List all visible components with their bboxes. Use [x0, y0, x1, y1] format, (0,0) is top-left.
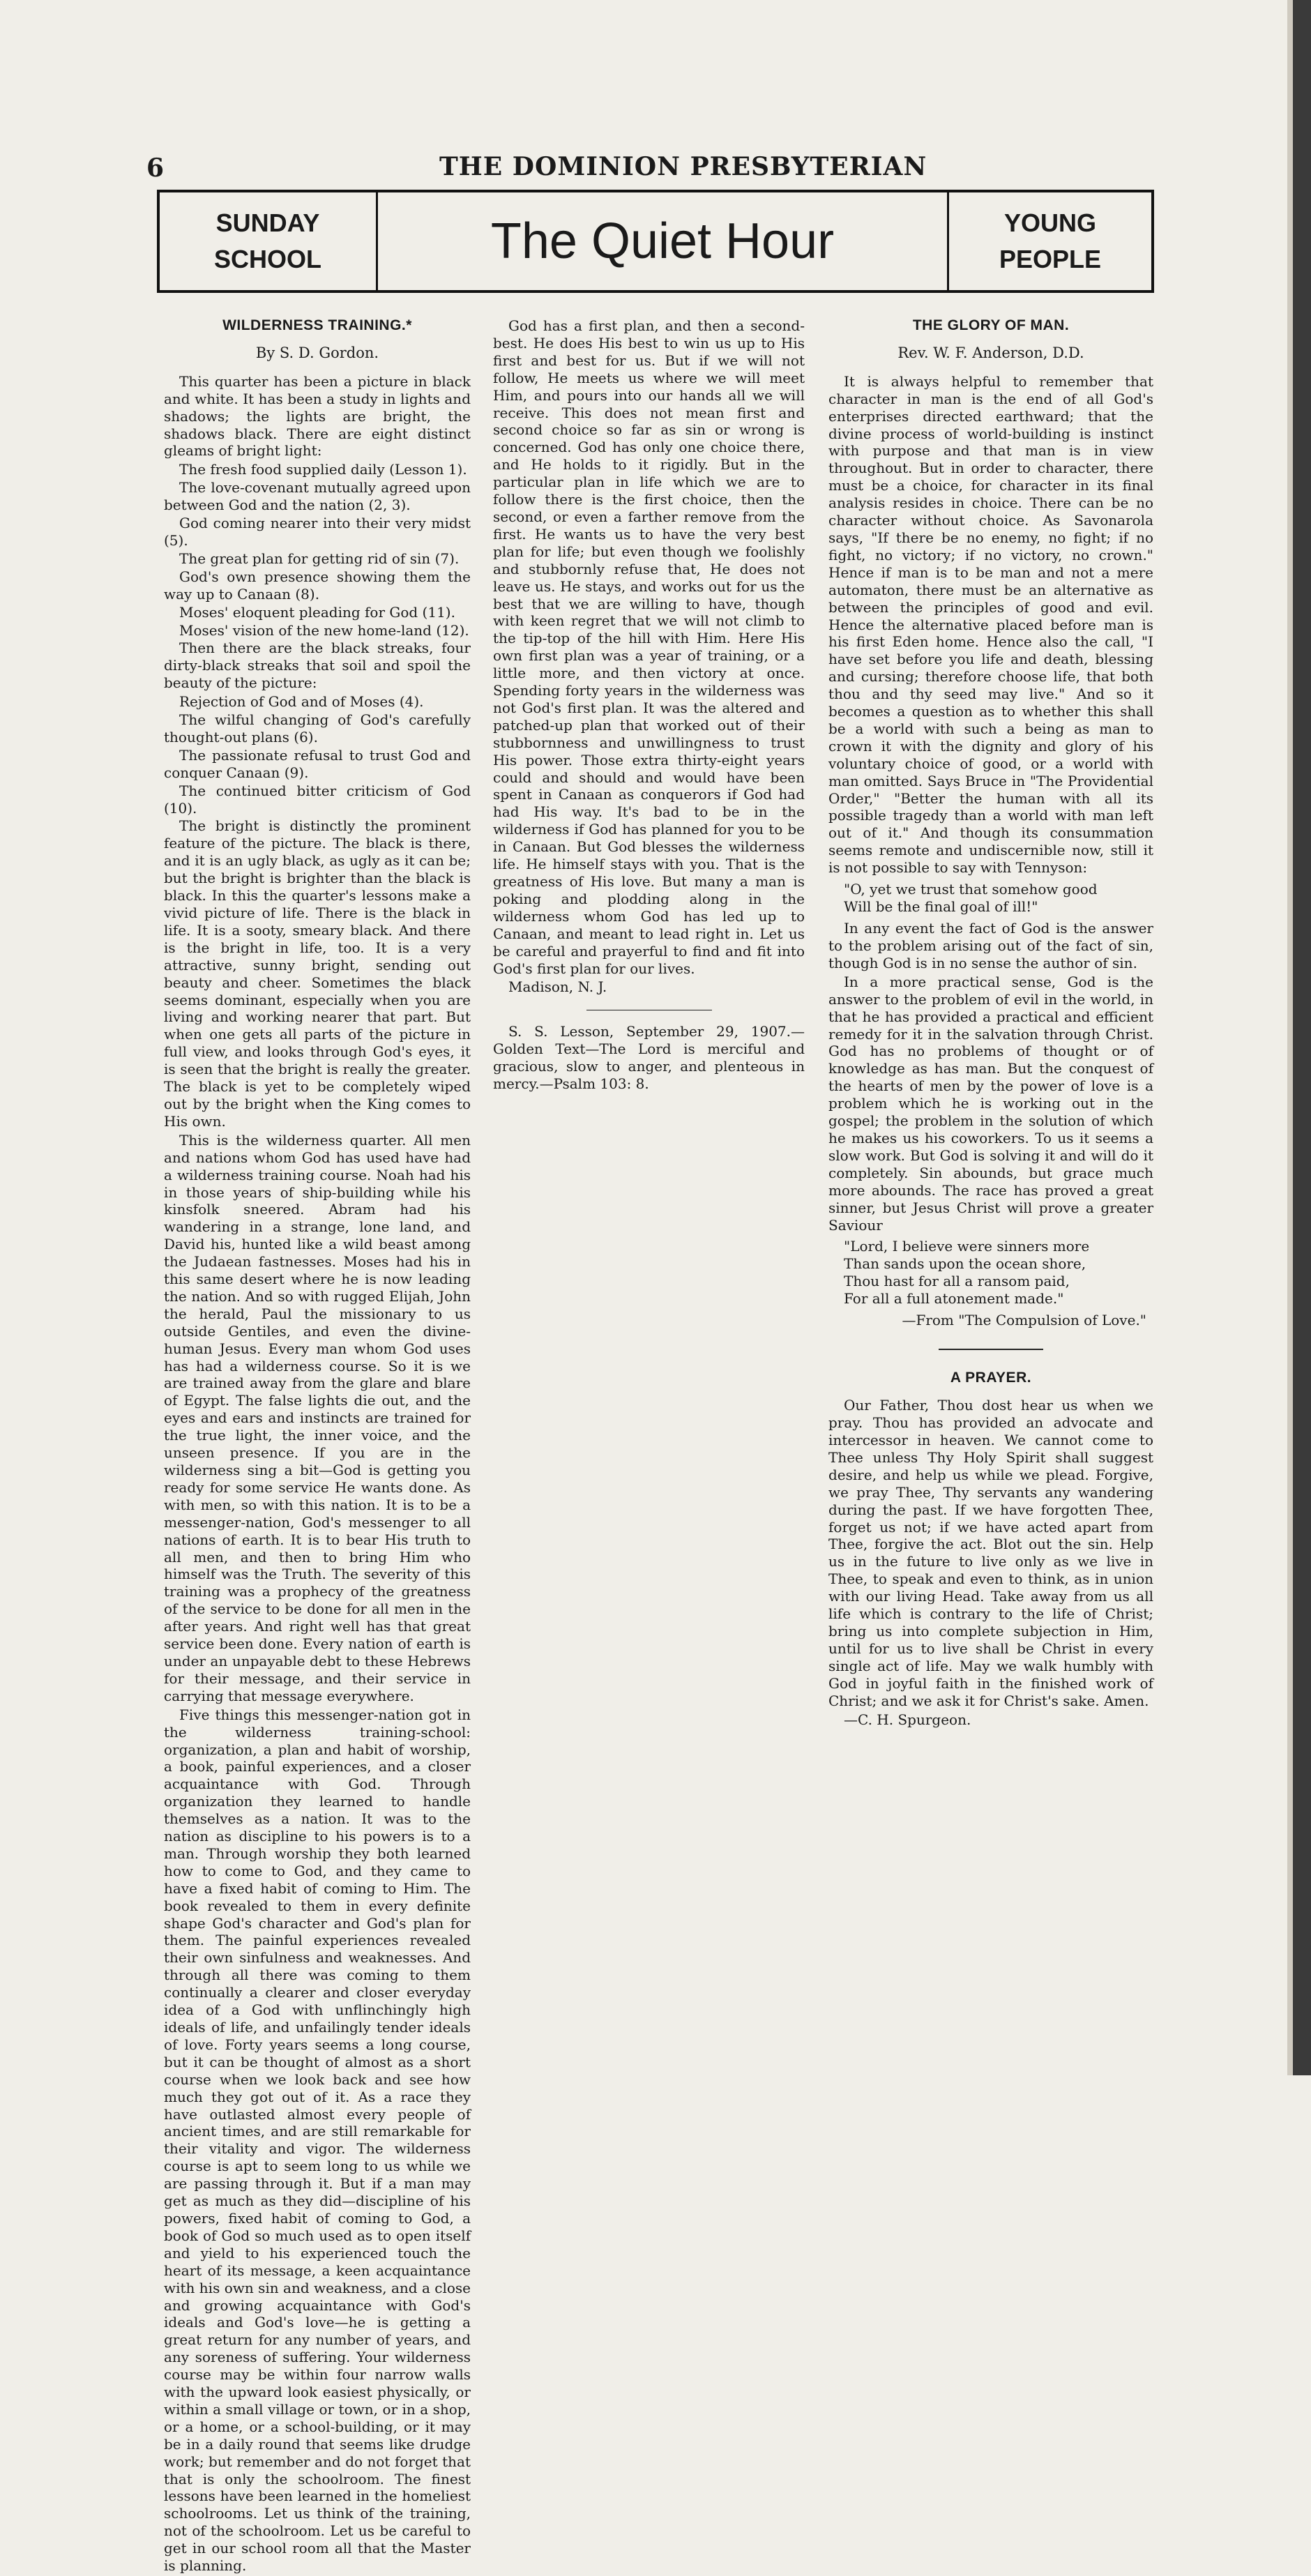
list-item-text: The continued bitter criticism of God (10). [164, 782, 471, 817]
divider [939, 1349, 1043, 1350]
paragraph-five-things: Five things this messenger-nation got in the wilderness training-school: organization, a plan and habit of worship, a book, painful experiences, and a closer acquaintance with God. Through organization they learned to handle themselves as a nation. It was to the nation as discipline to his powers is to a man. Through worship they both learned how to come to God, and they came to have a fixed habit of coming to Him. The book revealed to them in every definite shape God's character and God's plan for them. The painful experiences revealed their own sinfulness and weaknesses. And through all there was coming to them continually a clearer and closer everyday idea of a God with unflinchingly high ideals of life, and unfailingly tender ideals of love. Forty years seems a long course, but it can be thought of almost as a short course when we look back and see how much they got out of it. As a race they have outlasted almost every people of ancient times, and are still remarkable for their vitality and vigor. The wilderness course is apt to seem long to us while we are passing through it. But if a man may get as much as they did—discipline of his powers, fixed habit of coming to God, a book of God so much used as to open itself and yield to his experienced touch the heart of its message, a keen acquaintance with his own sin and weakness, and a close and growing acquaintance with God's ideals and God's love—he is getting a great return for any number of years, and any soreness of suffering. Your wilderness course may be within four narrow walls with the upward look easiest physically, or within a small village or town, or in a shop, or a home, or a school-building, or it may be in a daily round that seems like drudge work; but remember and do not forget that that is only the schoolroom. The finest lessons have been learned in the homeliest schoolrooms. Let us think of the training, not of the schoolroom. Let us be careful to get in our school room all that the Master is planning. [164, 1706, 471, 2575]
list-item-text: Rejection of God and of Moses (4). [179, 693, 424, 711]
list-item [164, 479, 471, 514]
lesson-footnote: S. S. Lesson, September 29, 1907.—Golden Text—The Lord is merciful and gracious, slow to anger, and plenteous in mercy.—Psalm 103: 8. [493, 1023, 805, 1093]
list-item-text: The wilful changing of God's carefully thought-out plans (6). [164, 711, 471, 745]
list-item [164, 622, 471, 639]
quote-line: Will be the final goal of ill!" [844, 898, 1038, 916]
banner-left-line2: SCHOOL [213, 245, 321, 273]
article-title-wilderness: WILDERNESS TRAINING.* [222, 317, 412, 333]
publication-title: THE DOMINION PRESBYTERIAN [439, 152, 927, 181]
list-item-text: God's own presence showing them the way up to Canaan (8). [164, 568, 471, 603]
banner-right [947, 192, 1151, 290]
hymn-quote [828, 1238, 1153, 1308]
page-edge-shadow [1287, 0, 1293, 2075]
list-item [164, 782, 471, 817]
list-item-text: The passionate refusal to trust God and conquer Canaan (9). [164, 746, 471, 781]
list-item [164, 568, 471, 603]
paragraph-glory-3: In a more practical sense, God is the answer to the problem of evil in the world, in that he has provided a practical and efficient remedy for it in the salvation through Christ. God has no problems of thought or of knowledge as has man. But the conquest of the hearts of men by the power of love is a problem which he is working out in the gospel; the problem in the solution of which he makes us his coworkers. To us it seems a slow work. But God is solving it and will do it completely. Sin abounds, but grace much more abounds. The race has proved a great sinner, but Jesus Christ will prove a greater Saviour [828, 973, 1153, 1234]
tennyson-quote [828, 881, 1153, 916]
glory-attribution: —From "The Compulsion of Love." [902, 1312, 1146, 1329]
paragraph-glory-2: In any event the fact of God is the answer to the problem arising out of the fact of sin, though God is in no sense the author of sin. [828, 920, 1153, 971]
list-item [164, 693, 471, 711]
list-item-text: Moses' vision of the new home-land (12). [179, 621, 469, 639]
banner-left [160, 192, 378, 290]
section-banner [157, 190, 1154, 293]
poem-line: "Lord, I believe were sinners more [844, 1238, 1090, 1255]
poem-line: Than sands upon the ocean shore, [844, 1255, 1086, 1273]
article-place: Madison, N. J. [508, 978, 607, 996]
column-3 [828, 317, 1153, 1729]
dark-intro-paragraph: Then there are the black streaks, four dirty-black streaks that soil and spoil the beauty of the picture: [164, 639, 471, 692]
column-2 [493, 317, 805, 1094]
banner-right-line1: YOUNG [1003, 208, 1096, 237]
article-title-prayer: A PRAYER. [950, 1370, 1032, 1386]
paragraph-second-best: God has a first plan, and then a second-best. He does His best to win us up to His first and best for us. But if we will not follow, He meets us where we will meet Him, and pours into our hands all we will receive. This does not mean first and second choice so far as sin or wrong is concerned. God has only one choice there, and He holds to it rigidly. But in the particular plan in life which we are to follow there is the first choice, then the second, or even a farther remove from the first. He wants us to have the very best plan for life; but even though we foolishly and stubbornly refuse that, He does not leave us. He stays, and works out for us the best that we are willing to have, though with keen regret that we will not climb to the tip-top of the hill with Him. Here His own first plan was a year of training, or a little more, and then victory at once. Spending forty years in the wilderness was not God's first plan. It was the altered and patched-up plan that worked out of their stubbornness and unwillingness to trust His power. Those extra thirty-eight years could and should and would have been spent in Canaan as conquerors if God had had His way. It's bad to be in the wilderness if God has planned for you to be in Canaan. But God blesses the wilderness life. He himself stays with you. That is the greatness of His love. But many a man is poking and plodding along in the wilderness whom God has led up to Canaan, and meant to lead right in. Let us be careful and prayerful to find and fit into God's first plan for our lives. [493, 317, 805, 977]
list-item-text: The great plan for getting rid of sin (7). [179, 550, 460, 567]
prayer-attribution: —C. H. Spurgeon. [844, 1711, 971, 1728]
list-item [164, 550, 471, 568]
banner-right-line2: PEOPLE [999, 245, 1102, 273]
list-item [164, 515, 471, 550]
list-item [164, 604, 471, 621]
banner-title: The Quiet Hour [490, 213, 835, 269]
page-number: 6 [146, 153, 165, 183]
paragraph-wilderness: This is the wilderness quarter. All men and nations whom God has used have had a wilderness training course. Noah had his in those years of ship-building while his kinsfolk sneered. Abram had his wandering in a strange, lone land, and David his, hunted like a wild beast among the Judaean fastnesses. Moses had his in this same desert where he is now leading the nation. And so with rugged Elijah, John the herald, Paul the missionary to us outside Gentiles, and even the divine-human Jesus. Every man whom God uses has had a wilderness course. So it is we are trained away from the glare and blare of Egypt. The false lights die out, and the eyes and ears and instincts are trained for the true light, the inner voice, and the unseen presence. If you are in the wilderness sing a bit—God is getting you ready for some service He wants done. As with men, so with this nation. It is to be a messenger-nation, God's messenger to all nations of earth. It is to bear His truth to all men, and then to bring Him who himself was the Truth. The severity of this training was a prophecy of the greatness of the service to be done for all men in the after years. And right well has that great service been done. Every nation of earth is under an unpayable debt to these Hebrews for their message, and their service in carrying that message everywhere. [164, 1131, 471, 1704]
newspaper-page [146, 139, 1161, 2575]
list-item [164, 747, 471, 782]
list-item-text: The fresh food supplied daily (Lesson 1). [179, 461, 467, 478]
poem-line: For all a full atonement made." [844, 1290, 1064, 1308]
quote-line: "O, yet we trust that somehow good [844, 881, 1098, 898]
scan-border [1293, 0, 1311, 2075]
paragraph-bright: The bright is distinctly the prominent feature of the picture. The black is there, and it is an ugly black, as ugly as it can be; but the bright is brighter than the black is black. In this the quarter's lessons make a vivid picture of life. There is the black in life. It is a sooty, smeary black. And there is the bright in life, too. It is a very attractive, sunny bright, sending out beauty and cheer. Sometimes the black seems dominant, especially when you are living and working nearer that part. But when one gets all parts of the picture in full view, and looks through God's eyes, it is seen that the bright is really the greater. The black is yet to be completely wiped out by the bright when the King comes to His own. [164, 817, 471, 1130]
column-1 [164, 317, 471, 2576]
paragraph-glory-1: It is always helpful to remember that character in man is the end of all God's enterprises directed earthward; that the divine process of world-building is instinct with purpose and that man is in view throughout. But in order to character, there must be a choice, for character in its final analysis resides in choice. There can be no character without choice. As Savonarola says, "If there be no enemy, no fight; if no fight, no victory; if no victory, no crown." Hence if man is to be man and not a mere automaton, there must be an alternative as between the principles of good and evil. Hence the alternative placed before man is his first Eden home. Hence also the call, "I have set before you life and death, blessing and cursing; therefore choose life, that both thou and thy seed may live." And so it becomes a question as to whether this shall be a world with such a being as man to crown it with the dignity and glory of his voluntary choice of good, or a world with man omitted. Says Bruce in "The Providential Order," "Better the human with all its possible tragedy than a world with man left out of it." And though its consummation seems remote and undiscernible now, still it is not possible to say with Tennyson: [828, 372, 1153, 877]
article-title-glory: THE GLORY OF MAN. [912, 317, 1070, 333]
poem-line: Thou hast for all a ransom paid, [844, 1273, 1070, 1290]
article-byline-anderson: Rev. W. F. Anderson, D.D. [897, 344, 1084, 361]
list-item [164, 461, 471, 478]
prayer-body: Our Father, Thou dost hear us when we pray. Thou has provided an advocate and intercessor in heaven. We cannot come to Thee unless Thy Holy Spirit shall suggest desire, and help us while we plead. Forgive, we pray Thee, Thy servants any wandering during the past. If we have forgotten Thee, forget us not; if we have acted apart from Thee, forgive the act. Blot out the sin. Help us in the future to live only as we live in Thee, to speak and even to think, as in union with our living Head. Take away from us all life which is contrary to the life of Christ; bring us into complete subjection in Him, until for us to live shall be Christ in every single act of life. May we walk humbly with God in joyful faith in the finished work of Christ; and we ask it for Christ's sake. Amen. [828, 1397, 1153, 1709]
article-intro: This quarter has been a picture in black and white. It has been a study in lights and shadows; the lights are bright, the shadows black. There are eight distinct gleams of bright light: [164, 372, 471, 460]
list-item-text: God coming nearer into their very midst (5). [164, 515, 471, 549]
list-item-text: Moses' eloquent pleading for God (11). [179, 603, 455, 621]
list-item [164, 711, 471, 746]
article-byline-gordon: By S. D. Gordon. [255, 344, 379, 361]
banner-left-line1: SUNDAY [215, 208, 320, 237]
list-item-text: The love-covenant mutually agreed upon between God and the nation (2, 3). [164, 479, 471, 514]
